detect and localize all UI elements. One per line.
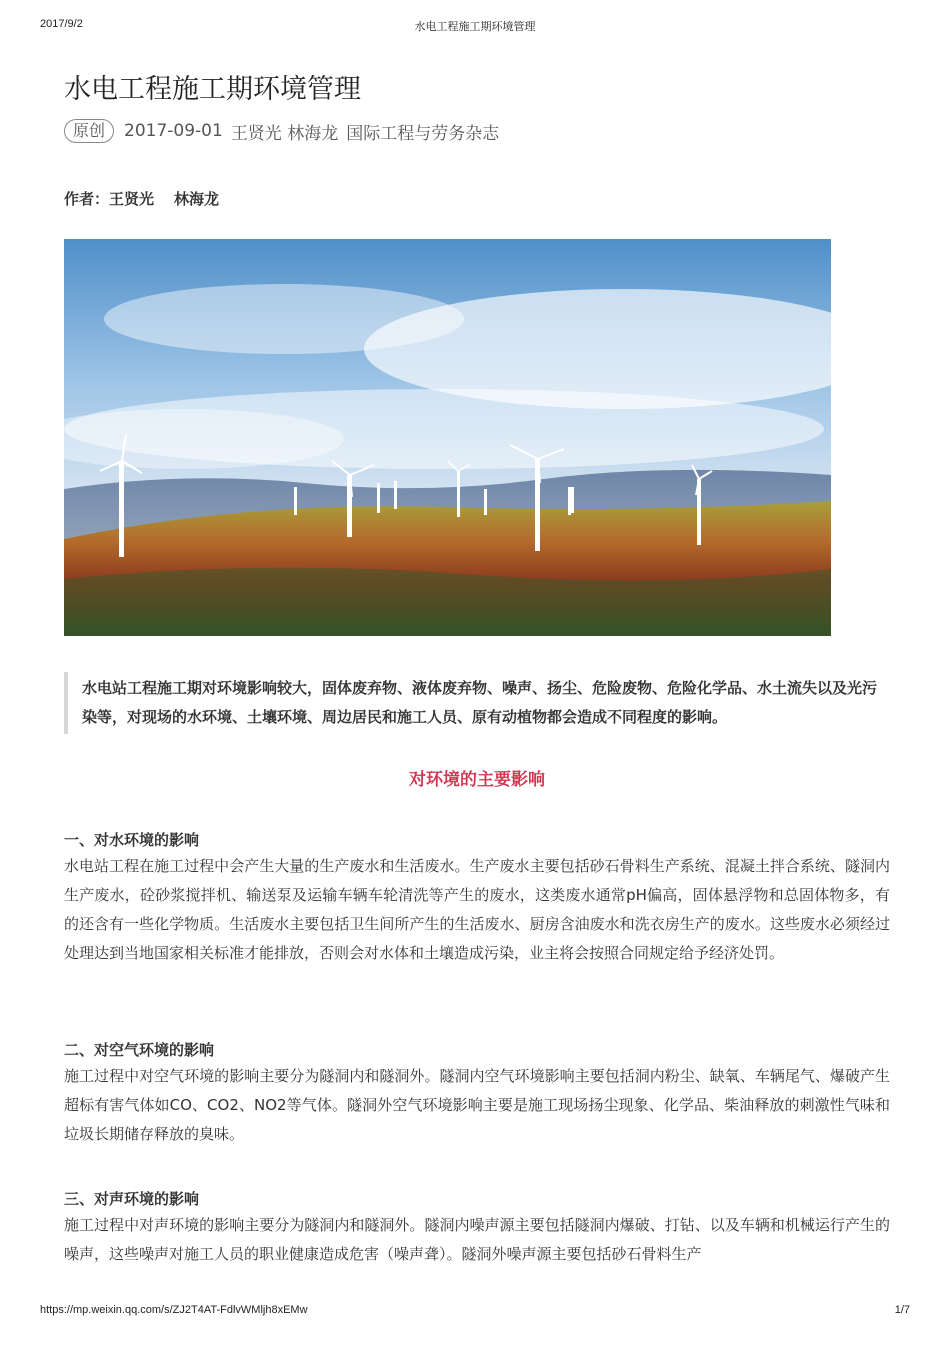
print-title: 水电工程施工期环境管理 bbox=[414, 21, 536, 33]
intro-blockquote: 水电站工程施工期对环境影响较大，固体废弃物、液体废弃物、噪声、扬尘、危险废物、危险化学品、水土流失以及光污染等，对现场的水环境、土壤环境、周边居民和施工人员、原有动植物都会造成不同程度的影响。 bbox=[64, 672, 890, 734]
subsection-body: 施工过程中对声环境的影响主要分为隧洞内和隧洞外。隧洞内噪声源主要包括隧洞内爆破、打钻、以及车辆和机械运行产生的噪声，这些噪声对施工人员的职业健康造成危害（噪声聋）。隧洞外噪声源主要包括砂石骨料生产 bbox=[64, 1216, 890, 1263]
print-header bbox=[0, 18, 950, 34]
wind-farm-photo bbox=[64, 239, 831, 636]
author-line bbox=[64, 188, 219, 209]
author-label: 作者：王贤光 bbox=[64, 190, 155, 208]
subsection-noise bbox=[64, 1187, 890, 1269]
section-heading: 对环境的主要影响 bbox=[409, 770, 545, 790]
author-second: 林海龙 bbox=[174, 190, 220, 208]
subsection-heading: 二、对空气环境的影响 bbox=[64, 1041, 215, 1059]
publish-date: 2017-09-01 bbox=[124, 121, 223, 141]
page-title: 水电工程施工期环境管理 bbox=[64, 74, 361, 105]
print-date: 2017/9/2 bbox=[40, 18, 83, 30]
subsection-body: 施工过程中对空气环境的影响主要分为隧洞内和隧洞外。隧洞内空气环境影响主要包括洞内粉尘、缺氧、车辆尾气、爆破产生超标有害气体如CO、CO2、NO2等气体。隧洞外空气环境影响主要是施工现场扬尘现象、化学品、柴油释放的刺激性气味和垃圾长期储存释放的臭味。 bbox=[64, 1067, 890, 1143]
page-url: https://mp.weixin.qq.com/s/ZJ2T4AT-FdlvWMljh8xEMw bbox=[40, 1304, 308, 1316]
subsection-water bbox=[64, 828, 890, 968]
original-badge: 原创 bbox=[64, 119, 114, 143]
hero-image bbox=[64, 239, 831, 636]
page-number: 1/7 bbox=[894, 1304, 910, 1316]
subsection-air bbox=[64, 1038, 890, 1149]
account-name-link[interactable]: 国际工程与劳务杂志 bbox=[346, 123, 500, 144]
print-footer bbox=[0, 1304, 950, 1320]
subsection-heading: 三、对声环境的影响 bbox=[64, 1190, 200, 1208]
meta-authors: 王贤光 林海龙 bbox=[230, 123, 339, 144]
article-meta bbox=[64, 118, 890, 144]
article bbox=[64, 70, 890, 1263]
subsection-body: 水电站工程在施工过程中会产生大量的生产废水和生活废水。生产废水主要包括砂石骨料生产系统、混凝土拌合系统、隧洞内生产废水，砼砂浆搅拌机、输送泵及运输车辆车轮清洗等产生的废水，这类废水通常pH偏高，固体悬浮物和总固体物多，有的还含有一些化学物质。生活废水主要包括卫生间所产生的生活废水、厨房含油废水和洗衣房生产的废水。这些废水必须经过处理达到当地国家相关标准才能排放，否则会对水体和土壤造成污染，业主将会按照合同规定给予经济处罚。 bbox=[64, 857, 890, 962]
subsection-heading: 一、对水环境的影响 bbox=[64, 831, 200, 849]
